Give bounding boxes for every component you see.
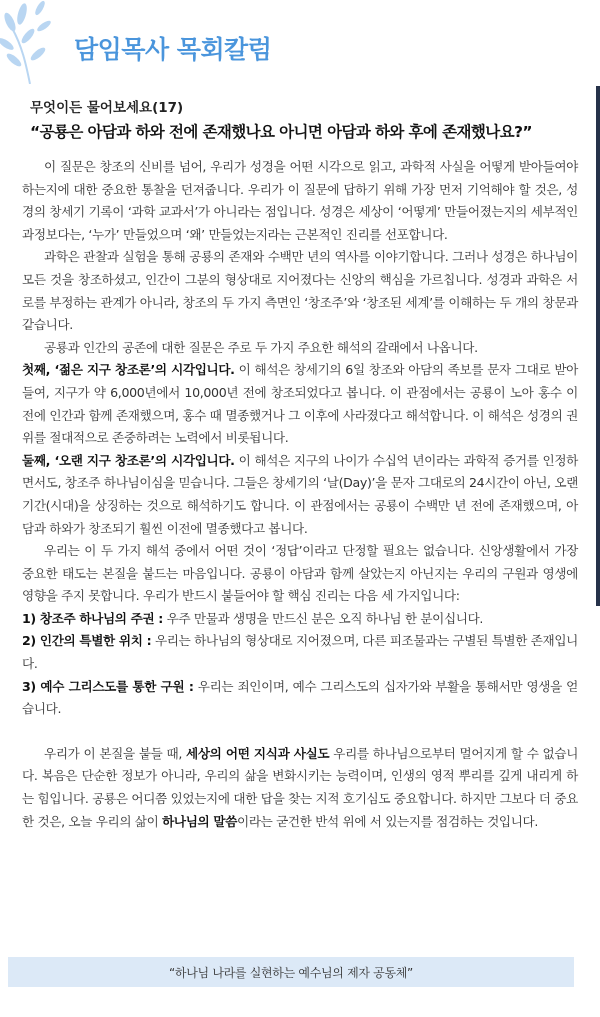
conclusion-emphasis-knowledge: 세상의 어떤 지식과 사실도 xyxy=(186,745,330,761)
old-earth-text: 이 해석은 지구의 나이가 수십억 년이라는 과학적 증거를 인정하면서도, 창조주 하나님이심을 믿습니다. 그들은 창세기의 ‘날(Day)’을 문자 그대로의 24시간이 아닌, 오랜 기간(시대)을 상징하는 것으로 해석하기도 합니다. 이 관점에서는 공룡이 수백만 년 전에 존재했으며, 아담과 하와가 창조되기 훨씬 이전에 멸종했다고 봅니다. xyxy=(22,452,578,536)
page-title: 담임목사 목회칼럼 xyxy=(74,35,272,64)
truth-item-2 xyxy=(22,630,578,675)
paragraph-interpretations: 공룡과 인간의 공존에 대한 질문은 주로 두 가지 주요한 해석의 갈래에서 나옵니다. xyxy=(44,339,478,355)
conclusion-emphasis-word: 하나님의 말씀 xyxy=(162,813,238,829)
truth-item-3-label: 3) 예수 그리스도를 통한 구원 : xyxy=(22,678,194,694)
paragraph-old-earth xyxy=(22,450,578,540)
paragraph-young-earth xyxy=(22,359,578,449)
truth-item-1-label: 1) 창조주 하나님의 주권 : xyxy=(22,610,163,626)
paragraph-spacer xyxy=(22,721,578,743)
young-earth-text: 이 해석은 창세기의 6일 창조와 아담의 족보를 문자 그대로 받아들여, 지구가 약 6,000년에서 10,000년 전에 창조되었다고 봅니다. 이 관점에서는 공룡이 노아 홍수 이전에 인간과 함께 존재했으며, 홍수 때 멸종했거나 그 이후에 사라졌다고 해석합니다. 이 해석은 성경의 권위를 절대적으로 존중하려는 노력에서 비롯됩니다. xyxy=(22,362,578,446)
series-label: 무엇이든 물어보세요(17) xyxy=(30,100,184,116)
paragraph-conclusion xyxy=(22,743,578,833)
footer-motto: “하나님 나라를 실현하는 예수님의 제자 공동체” xyxy=(169,965,413,980)
old-earth-heading: 둘째, ‘오랜 지구 창조론’의 시각입니다. xyxy=(22,452,235,468)
conclusion-text-b: 우리를 하나님으로부터 멀어지게 할 수 없습니다. 복음은 단순한 정보가 아니라, 우리의 삶을 변화시키는 능력이며, 인생의 영적 뿌리를 깊게 내리게 하는 힘입니다. 공룡은 어디쯤 있었는지에 대한 답을 찾는 지적 호기심도 중요합니다. 하지만 그보다 더 중요한 것은, 오늘 우리의 삶이 xyxy=(22,745,579,829)
column-header xyxy=(0,0,600,86)
paragraph-intro: 이 질문은 창조의 신비를 넘어, 우리가 성경을 어떤 시각으로 읽고, 과학적 사실을 어떻게 받아들여야 하는지에 대한 중요한 통찰을 던져줍니다. 우리가 이 질문에 답하기 위해 가장 먼저 기억해야 할 것은, 성경의 창세기 기록이 ‘과학 교과서’가 아니라는 점입니다. 성경은 세상이 ‘어떻게’ 만들어졌는지의 세부적인 과정보다는, ‘누가’ 만들었으며 ‘왜’ 만들었는지라는 근본적인 진리를 선포합니다. xyxy=(22,159,578,242)
paragraph-science: 과학은 관찰과 실험을 통해 공룡의 존재와 수백만 년의 역사를 이야기합니다. 그러나 성경은 하나님이 모든 것을 창조하셨고, 인간이 그분의 형상대로 지어졌다는 신앙의 핵심을 가르칩니다. 성경과 과학은 서로를 부정하는 관계가 아니라, 창조의 두 가지 측면인 ‘창조주’와 ‘창조된 세계’를 이해하는 두 개의 창문과 같습니다. xyxy=(22,249,578,333)
conclusion-text-a: 우리가 이 본질을 붙들 때, xyxy=(44,745,187,761)
side-accent-bar xyxy=(596,86,600,606)
truth-item-1 xyxy=(22,608,578,631)
truth-item-2-text: 우리는 하나님의 형상대로 지어졌으며, 다른 피조물과는 구별된 특별한 존재입니다. xyxy=(22,633,579,672)
column-body xyxy=(22,156,578,833)
paragraph-essence: 우리는 이 두 가지 해석 중에서 어떤 것이 ‘정답’이라고 단정할 필요는 없습니다. 신앙생활에서 가장 중요한 태도는 본질을 붙드는 마음입니다. 공룡이 아담과 함께 살았는지 아닌지는 우리의 구원과 영생에 영향을 주지 못합니다. 우리가 반드시 붙들어야 할 핵심 진리는 다음 세 가지입니다: xyxy=(22,543,578,604)
young-earth-heading: 첫째, ‘젊은 지구 창조론’의 시각입니다. xyxy=(22,362,235,378)
footer-motto-bar xyxy=(8,957,574,987)
conclusion-text-c: 이라는 굳건한 반석 위에 서 있는지를 점검하는 것입니다. xyxy=(237,813,538,829)
column-question: “공룡은 아담과 하와 전에 존재했나요 아니면 아담과 하와 후에 존재했나요?” xyxy=(30,123,532,141)
truth-item-2-label: 2) 인간의 특별한 위치 : xyxy=(22,633,152,649)
truth-item-3-text: 우리는 죄인이며, 예수 그리스도의 십자가와 부활을 통해서만 영생을 얻습니다. xyxy=(22,678,578,717)
truth-item-3 xyxy=(22,676,578,721)
truth-item-1-text: 우주 만물과 생명을 만드신 분은 오직 하나님 한 분이십니다. xyxy=(162,610,484,626)
leaf-branch-icon xyxy=(0,0,74,84)
